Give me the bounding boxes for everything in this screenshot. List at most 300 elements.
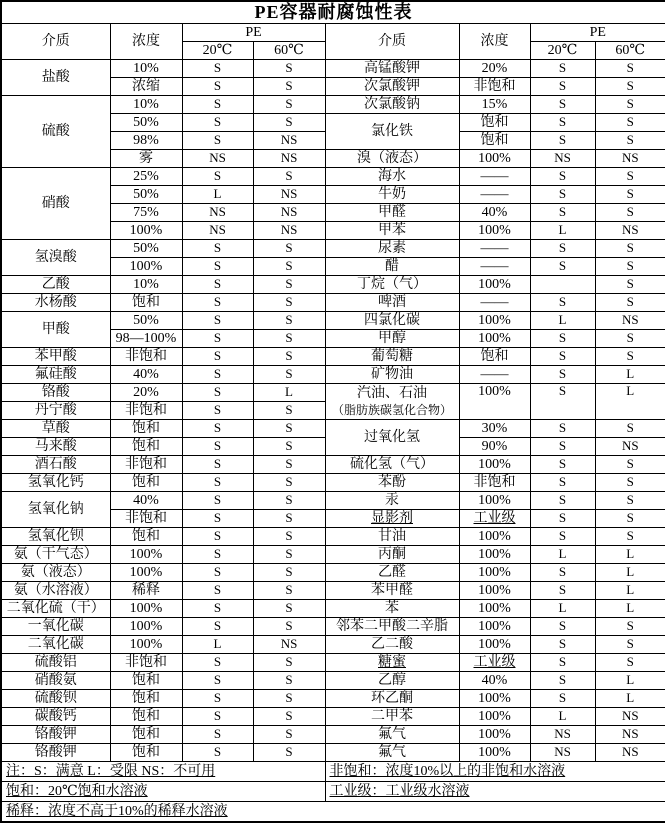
rating-60c-cell: NS [253, 186, 325, 204]
rating-20c-cell: S [530, 438, 595, 456]
medium-cell: 啤酒 [325, 294, 459, 312]
rating-60c-cell: NS [595, 708, 665, 726]
table-row [1, 474, 665, 492]
rating-60c-cell: S [253, 492, 325, 510]
table-row [1, 708, 665, 726]
concentration-cell: 饱和 [110, 672, 182, 690]
rating-60c-cell: S [253, 276, 325, 294]
medium-cell: 显影剂 [325, 510, 459, 528]
rating-60c-cell: S [253, 456, 325, 474]
rating-20c-cell: S [530, 510, 595, 528]
medium-cell: 一氧化碳 [1, 618, 110, 636]
rating-20c-cell: S [182, 708, 253, 726]
rating-20c-cell: S [182, 546, 253, 564]
rating-60c-cell: S [253, 366, 325, 384]
rating-60c-cell: S [595, 636, 665, 654]
concentration-cell: 饱和 [110, 708, 182, 726]
table-row [1, 582, 665, 600]
concentration-cell: 100% [459, 744, 530, 762]
rating-60c-cell: L [595, 690, 665, 708]
rating-60c-cell: S [253, 654, 325, 672]
concentration-cell: 100% [459, 150, 530, 168]
rating-20c-cell: S [182, 564, 253, 582]
rating-20c-cell: S [182, 348, 253, 366]
medium-cell: 甲酸 [1, 312, 110, 348]
rating-60c-cell: NS [595, 150, 665, 168]
col-header-medium-right: 介质 [325, 24, 459, 60]
table-row [1, 366, 665, 384]
rating-60c-cell: S [253, 528, 325, 546]
notes-row-3 [1, 802, 665, 823]
medium-cell: 四氯化碳 [325, 312, 459, 330]
rating-20c-cell: S [182, 78, 253, 96]
medium-line-2: （脂肪族碳氢化合物） [331, 402, 452, 417]
medium-cell [325, 384, 459, 420]
concentration-cell: 50% [110, 312, 182, 330]
rating-20c-cell: S [182, 744, 253, 762]
medium-cell: 乙二酸 [325, 636, 459, 654]
medium-cell: 苯甲醛 [325, 582, 459, 600]
concentration-cell: 饱和 [110, 474, 182, 492]
rating-60c-cell: NS [595, 744, 665, 762]
medium-cell: 氢氧化钠 [1, 492, 110, 528]
rating-20c-cell: S [182, 366, 253, 384]
rating-20c-cell: S [182, 528, 253, 546]
rating-20c-cell [530, 276, 595, 294]
rating-60c-cell: S [253, 618, 325, 636]
rating-60c-cell: NS [253, 150, 325, 168]
medium-cell: 次氯酸钾 [325, 78, 459, 96]
concentration-cell: 100% [459, 384, 530, 420]
rating-20c-cell: S [530, 456, 595, 474]
table-row [1, 726, 665, 744]
medium-cell: 乙醇 [325, 672, 459, 690]
concentration-cell: 100% [459, 600, 530, 618]
concentration-cell: 非饱和 [110, 348, 182, 366]
concentration-cell: 工业级 [459, 510, 530, 528]
concentration-cell: 工业级 [459, 654, 530, 672]
medium-cell: 苯甲酸 [1, 348, 110, 366]
rating-20c-cell: S [182, 96, 253, 114]
rating-20c-cell: S [182, 726, 253, 744]
medium-cell: 硫酸铝 [1, 654, 110, 672]
concentration-cell: 100% [459, 726, 530, 744]
rating-60c-cell: NS [595, 438, 665, 456]
rating-20c-cell: S [182, 474, 253, 492]
rating-20c-cell: S [182, 312, 253, 330]
medium-cell: 硫化氢（气） [325, 456, 459, 474]
rating-20c-cell: S [530, 114, 595, 132]
notes-row-2 [1, 782, 665, 802]
rating-60c-cell: S [595, 240, 665, 258]
col-header-60c-left: 60℃ [253, 42, 325, 60]
rating-60c-cell: S [595, 348, 665, 366]
rating-60c-cell: NS [595, 222, 665, 240]
medium-cell: 环乙酮 [325, 690, 459, 708]
table-row [1, 744, 665, 762]
rating-20c-cell: S [530, 492, 595, 510]
concentration-cell: 饱和 [110, 726, 182, 744]
rating-60c-cell: S [595, 168, 665, 186]
medium-cell: 葡萄糖 [325, 348, 459, 366]
concentration-cell: 100% [459, 690, 530, 708]
rating-20c-cell: S [530, 78, 595, 96]
concentration-cell: 饱和 [459, 348, 530, 366]
rating-60c-cell: S [595, 204, 665, 222]
medium-cell: 氟硅酸 [1, 366, 110, 384]
concentration-cell: 非饱和 [110, 654, 182, 672]
rating-20c-cell: S [530, 474, 595, 492]
rating-60c-cell: S [253, 690, 325, 708]
concentration-cell: 100% [110, 258, 182, 276]
rating-20c-cell: S [530, 60, 595, 78]
concentration-cell: 20% [110, 384, 182, 402]
concentration-cell: 非饱和 [110, 510, 182, 528]
table-title: PE容器耐腐蚀性表 [1, 1, 665, 24]
concentration-cell: 10% [110, 60, 182, 78]
medium-cell: 二甲苯 [325, 708, 459, 726]
concentration-cell: 15% [459, 96, 530, 114]
medium-cell: 氢氧化钙 [1, 474, 110, 492]
rating-20c-cell: S [182, 60, 253, 78]
rating-20c-cell: L [530, 546, 595, 564]
medium-cell: 二氧化碳 [1, 636, 110, 654]
concentration-cell: 50% [110, 240, 182, 258]
rating-20c-cell: L [530, 600, 595, 618]
rating-60c-cell: S [253, 96, 325, 114]
rating-20c-cell: S [182, 168, 253, 186]
rating-60c-cell: L [595, 564, 665, 582]
medium-cell: 高锰酸钾 [325, 60, 459, 78]
col-header-pe-left: PE [182, 24, 325, 42]
rating-60c-cell: S [253, 420, 325, 438]
rating-20c-cell: NS [530, 744, 595, 762]
rating-20c-cell: S [530, 96, 595, 114]
concentration-cell: —— [459, 366, 530, 384]
rating-20c-cell: S [530, 348, 595, 366]
medium-cell: 铬酸钾 [1, 744, 110, 762]
concentration-cell: 90% [459, 438, 530, 456]
rating-20c-cell: S [530, 366, 595, 384]
rating-60c-cell: NS [253, 132, 325, 150]
concentration-cell: —— [459, 240, 530, 258]
rating-20c-cell: S [182, 384, 253, 402]
concentration-cell: —— [459, 186, 530, 204]
rating-20c-cell: S [182, 294, 253, 312]
rating-60c-cell: S [253, 744, 325, 762]
medium-cell: 甲醇 [325, 330, 459, 348]
rating-60c-cell: S [253, 312, 325, 330]
medium-cell: 二氧化硫（干） [1, 600, 110, 618]
concentration-cell: 100% [110, 636, 182, 654]
rating-60c-cell: S [253, 78, 325, 96]
medium-cell: 马来酸 [1, 438, 110, 456]
table-row [1, 312, 665, 330]
rating-20c-cell: S [182, 258, 253, 276]
concentration-cell: 饱和 [110, 438, 182, 456]
concentration-cell: 100% [459, 312, 530, 330]
rating-20c-cell: S [530, 672, 595, 690]
rating-60c-cell: S [253, 708, 325, 726]
table-row [1, 528, 665, 546]
col-header-20c-left: 20℃ [182, 42, 253, 60]
rating-20c-cell: NS [530, 150, 595, 168]
medium-cell: 铬酸 [1, 384, 110, 402]
rating-20c-cell: S [182, 582, 253, 600]
rating-20c-cell: S [530, 258, 595, 276]
rating-20c-cell: S [530, 186, 595, 204]
rating-20c-cell: S [530, 420, 595, 438]
rating-60c-cell: NS [595, 726, 665, 744]
medium-cell: 甘油 [325, 528, 459, 546]
concentration-cell: 饱和 [110, 744, 182, 762]
medium-line-1: 汽油、石油 [357, 385, 427, 401]
medium-cell: 醋 [325, 258, 459, 276]
concentration-cell: 50% [110, 186, 182, 204]
table-row [1, 240, 665, 258]
concentration-cell: 100% [110, 564, 182, 582]
medium-cell: 矿物油 [325, 366, 459, 384]
rating-60c-cell: L [595, 366, 665, 384]
rating-20c-cell: S [530, 204, 595, 222]
rating-20c-cell: S [182, 402, 253, 420]
concentration-cell: 100% [459, 528, 530, 546]
concentration-cell: 20% [459, 60, 530, 78]
concentration-cell: 浓缩 [110, 78, 182, 96]
table-row [1, 690, 665, 708]
concentration-cell: 40% [110, 492, 182, 510]
notes-row-1 [1, 762, 665, 782]
concentration-cell: 10% [110, 96, 182, 114]
rating-20c-cell: S [182, 240, 253, 258]
rating-20c-cell: NS [530, 726, 595, 744]
header-row-1 [1, 24, 665, 42]
rating-20c-cell: S [530, 690, 595, 708]
concentration-cell: 75% [110, 204, 182, 222]
rating-20c-cell: S [530, 618, 595, 636]
medium-cell: 氟气 [325, 744, 459, 762]
rating-60c-cell: S [253, 114, 325, 132]
concentration-cell: 非饱和 [110, 402, 182, 420]
rating-20c-cell: S [182, 672, 253, 690]
concentration-cell: 100% [459, 708, 530, 726]
note-diluted-text: 稀释：浓度不高于10%的稀释水溶液 [6, 803, 228, 819]
concentration-cell: 饱和 [459, 132, 530, 150]
rating-60c-cell: S [253, 348, 325, 366]
table-row [1, 564, 665, 582]
concentration-cell: 非饱和 [459, 474, 530, 492]
rating-60c-cell: S [595, 492, 665, 510]
rating-60c-cell: S [253, 726, 325, 744]
table-row [1, 420, 665, 438]
table-row [1, 672, 665, 690]
rating-20c-cell: S [530, 654, 595, 672]
col-header-20c-right: 20℃ [530, 42, 595, 60]
rating-20c-cell: NS [182, 150, 253, 168]
rating-60c-cell: L [595, 546, 665, 564]
rating-20c-cell: S [182, 600, 253, 618]
medium-cell: 苯酚 [325, 474, 459, 492]
rating-60c-cell: S [253, 330, 325, 348]
rating-60c-cell: S [595, 618, 665, 636]
rating-20c-cell: S [530, 582, 595, 600]
rating-20c-cell: S [182, 654, 253, 672]
rating-20c-cell: NS [182, 222, 253, 240]
medium-cell: 汞 [325, 492, 459, 510]
rating-20c-cell: L [182, 186, 253, 204]
rating-20c-cell: S [530, 294, 595, 312]
concentration-cell: 饱和 [110, 690, 182, 708]
rating-20c-cell: L [530, 312, 595, 330]
concentration-cell: 100% [459, 636, 530, 654]
rating-60c-cell: S [253, 294, 325, 312]
rating-60c-cell: S [595, 186, 665, 204]
rating-60c-cell: S [253, 582, 325, 600]
rating-60c-cell: S [595, 654, 665, 672]
rating-60c-cell: NS [253, 222, 325, 240]
rating-60c-cell: L [595, 582, 665, 600]
medium-cell: 氢溴酸 [1, 240, 110, 276]
concentration-cell: 10% [110, 276, 182, 294]
rating-20c-cell: S [530, 330, 595, 348]
note-diluted [1, 802, 665, 823]
concentration-cell: 40% [459, 672, 530, 690]
rating-20c-cell: S [530, 636, 595, 654]
rating-20c-cell: S [530, 384, 595, 420]
medium-cell: 氨（液态） [1, 564, 110, 582]
table-row [1, 546, 665, 564]
rating-20c-cell: S [530, 528, 595, 546]
note-legend-text: 注：S：满意 L：受限 NS：不可用 [6, 763, 216, 779]
rating-20c-cell: L [182, 636, 253, 654]
concentration-cell: —— [459, 294, 530, 312]
table-row [1, 96, 665, 114]
concentration-cell: 稀释 [110, 582, 182, 600]
rating-20c-cell: S [530, 564, 595, 582]
medium-cell: 乙酸 [1, 276, 110, 294]
medium-cell: 水杨酸 [1, 294, 110, 312]
title-row [1, 1, 665, 24]
concentration-cell: 98—100% [110, 330, 182, 348]
rating-20c-cell: S [182, 510, 253, 528]
rating-20c-cell: S [182, 330, 253, 348]
medium-cell: 氨（干气态） [1, 546, 110, 564]
rating-20c-cell: S [182, 132, 253, 150]
medium-cell: 碳酸钙 [1, 708, 110, 726]
rating-60c-cell: S [595, 132, 665, 150]
rating-20c-cell: L [530, 708, 595, 726]
concentration-cell: 饱和 [110, 420, 182, 438]
medium-cell: 氟气 [325, 726, 459, 744]
concentration-cell: 40% [459, 204, 530, 222]
rating-60c-cell: S [253, 60, 325, 78]
note-saturated [1, 782, 325, 802]
concentration-cell: 30% [459, 420, 530, 438]
medium-cell: 丁烷（气） [325, 276, 459, 294]
medium-cell: 铬酸钾 [1, 726, 110, 744]
rating-20c-cell: S [530, 168, 595, 186]
concentration-cell: 非饱和 [459, 78, 530, 96]
note-legend [1, 762, 325, 782]
rating-60c-cell: S [595, 528, 665, 546]
rating-60c-cell: S [253, 258, 325, 276]
rating-60c-cell: NS [253, 204, 325, 222]
rating-60c-cell: S [595, 258, 665, 276]
concentration-cell: 98% [110, 132, 182, 150]
rating-20c-cell: L [530, 222, 595, 240]
col-header-conc-left: 浓度 [110, 24, 182, 60]
rating-20c-cell: S [182, 438, 253, 456]
medium-cell: 邻苯二甲酸二辛脂 [325, 618, 459, 636]
concentration-cell: 非饱和 [110, 456, 182, 474]
medium-cell: 酒石酸 [1, 456, 110, 474]
note-unsaturated-text: 非饱和：浓度10%以上的非饱和水溶液 [329, 763, 566, 779]
col-header-pe-right: PE [530, 24, 665, 42]
concentration-cell: 100% [459, 492, 530, 510]
concentration-cell: —— [459, 258, 530, 276]
rating-20c-cell: S [182, 492, 253, 510]
rating-60c-cell: S [595, 276, 665, 294]
rating-60c-cell: S [253, 564, 325, 582]
rating-60c-cell: S [595, 456, 665, 474]
concentration-cell: 饱和 [459, 114, 530, 132]
rating-20c-cell: S [182, 618, 253, 636]
medium-cell: 甲醛 [325, 204, 459, 222]
concentration-cell: 100% [110, 600, 182, 618]
medium-cell: 丙酮 [325, 546, 459, 564]
table-row [1, 600, 665, 618]
concentration-cell: 雾 [110, 150, 182, 168]
medium-cell: 氨（水溶液） [1, 582, 110, 600]
concentration-cell: 100% [459, 330, 530, 348]
medium-cell: 过氧化氢 [325, 420, 459, 456]
rating-60c-cell: S [595, 510, 665, 528]
note-industrial [325, 782, 665, 802]
medium-cell: 丹宁酸 [1, 402, 110, 420]
rating-20c-cell: S [530, 240, 595, 258]
rating-60c-cell: L [595, 600, 665, 618]
rating-60c-cell: S [595, 114, 665, 132]
table-row [1, 492, 665, 510]
rating-20c-cell: S [182, 690, 253, 708]
rating-60c-cell: S [253, 600, 325, 618]
medium-cell: 海水 [325, 168, 459, 186]
rating-60c-cell: S [595, 96, 665, 114]
medium-cell: 氢氧化钡 [1, 528, 110, 546]
medium-cell: 苯 [325, 600, 459, 618]
medium-cell: 硝酸氨 [1, 672, 110, 690]
col-header-conc-right: 浓度 [459, 24, 530, 60]
table-row [1, 60, 665, 78]
concentration-cell: 饱和 [110, 528, 182, 546]
rating-20c-cell: S [182, 114, 253, 132]
medium-cell: 硝酸 [1, 168, 110, 240]
concentration-cell: 100% [459, 276, 530, 294]
concentration-cell: 25% [110, 168, 182, 186]
medium-cell: 次氯酸钠 [325, 96, 459, 114]
table-row [1, 294, 665, 312]
concentration-cell: —— [459, 168, 530, 186]
rating-60c-cell: S [595, 294, 665, 312]
col-header-60c-right: 60℃ [595, 42, 665, 60]
table-row [1, 636, 665, 654]
rating-20c-cell: S [530, 132, 595, 150]
rating-60c-cell: S [253, 402, 325, 420]
rating-60c-cell: S [595, 474, 665, 492]
rating-60c-cell: NS [253, 636, 325, 654]
rating-60c-cell: S [253, 546, 325, 564]
medium-cell: 氯化铁 [325, 114, 459, 150]
